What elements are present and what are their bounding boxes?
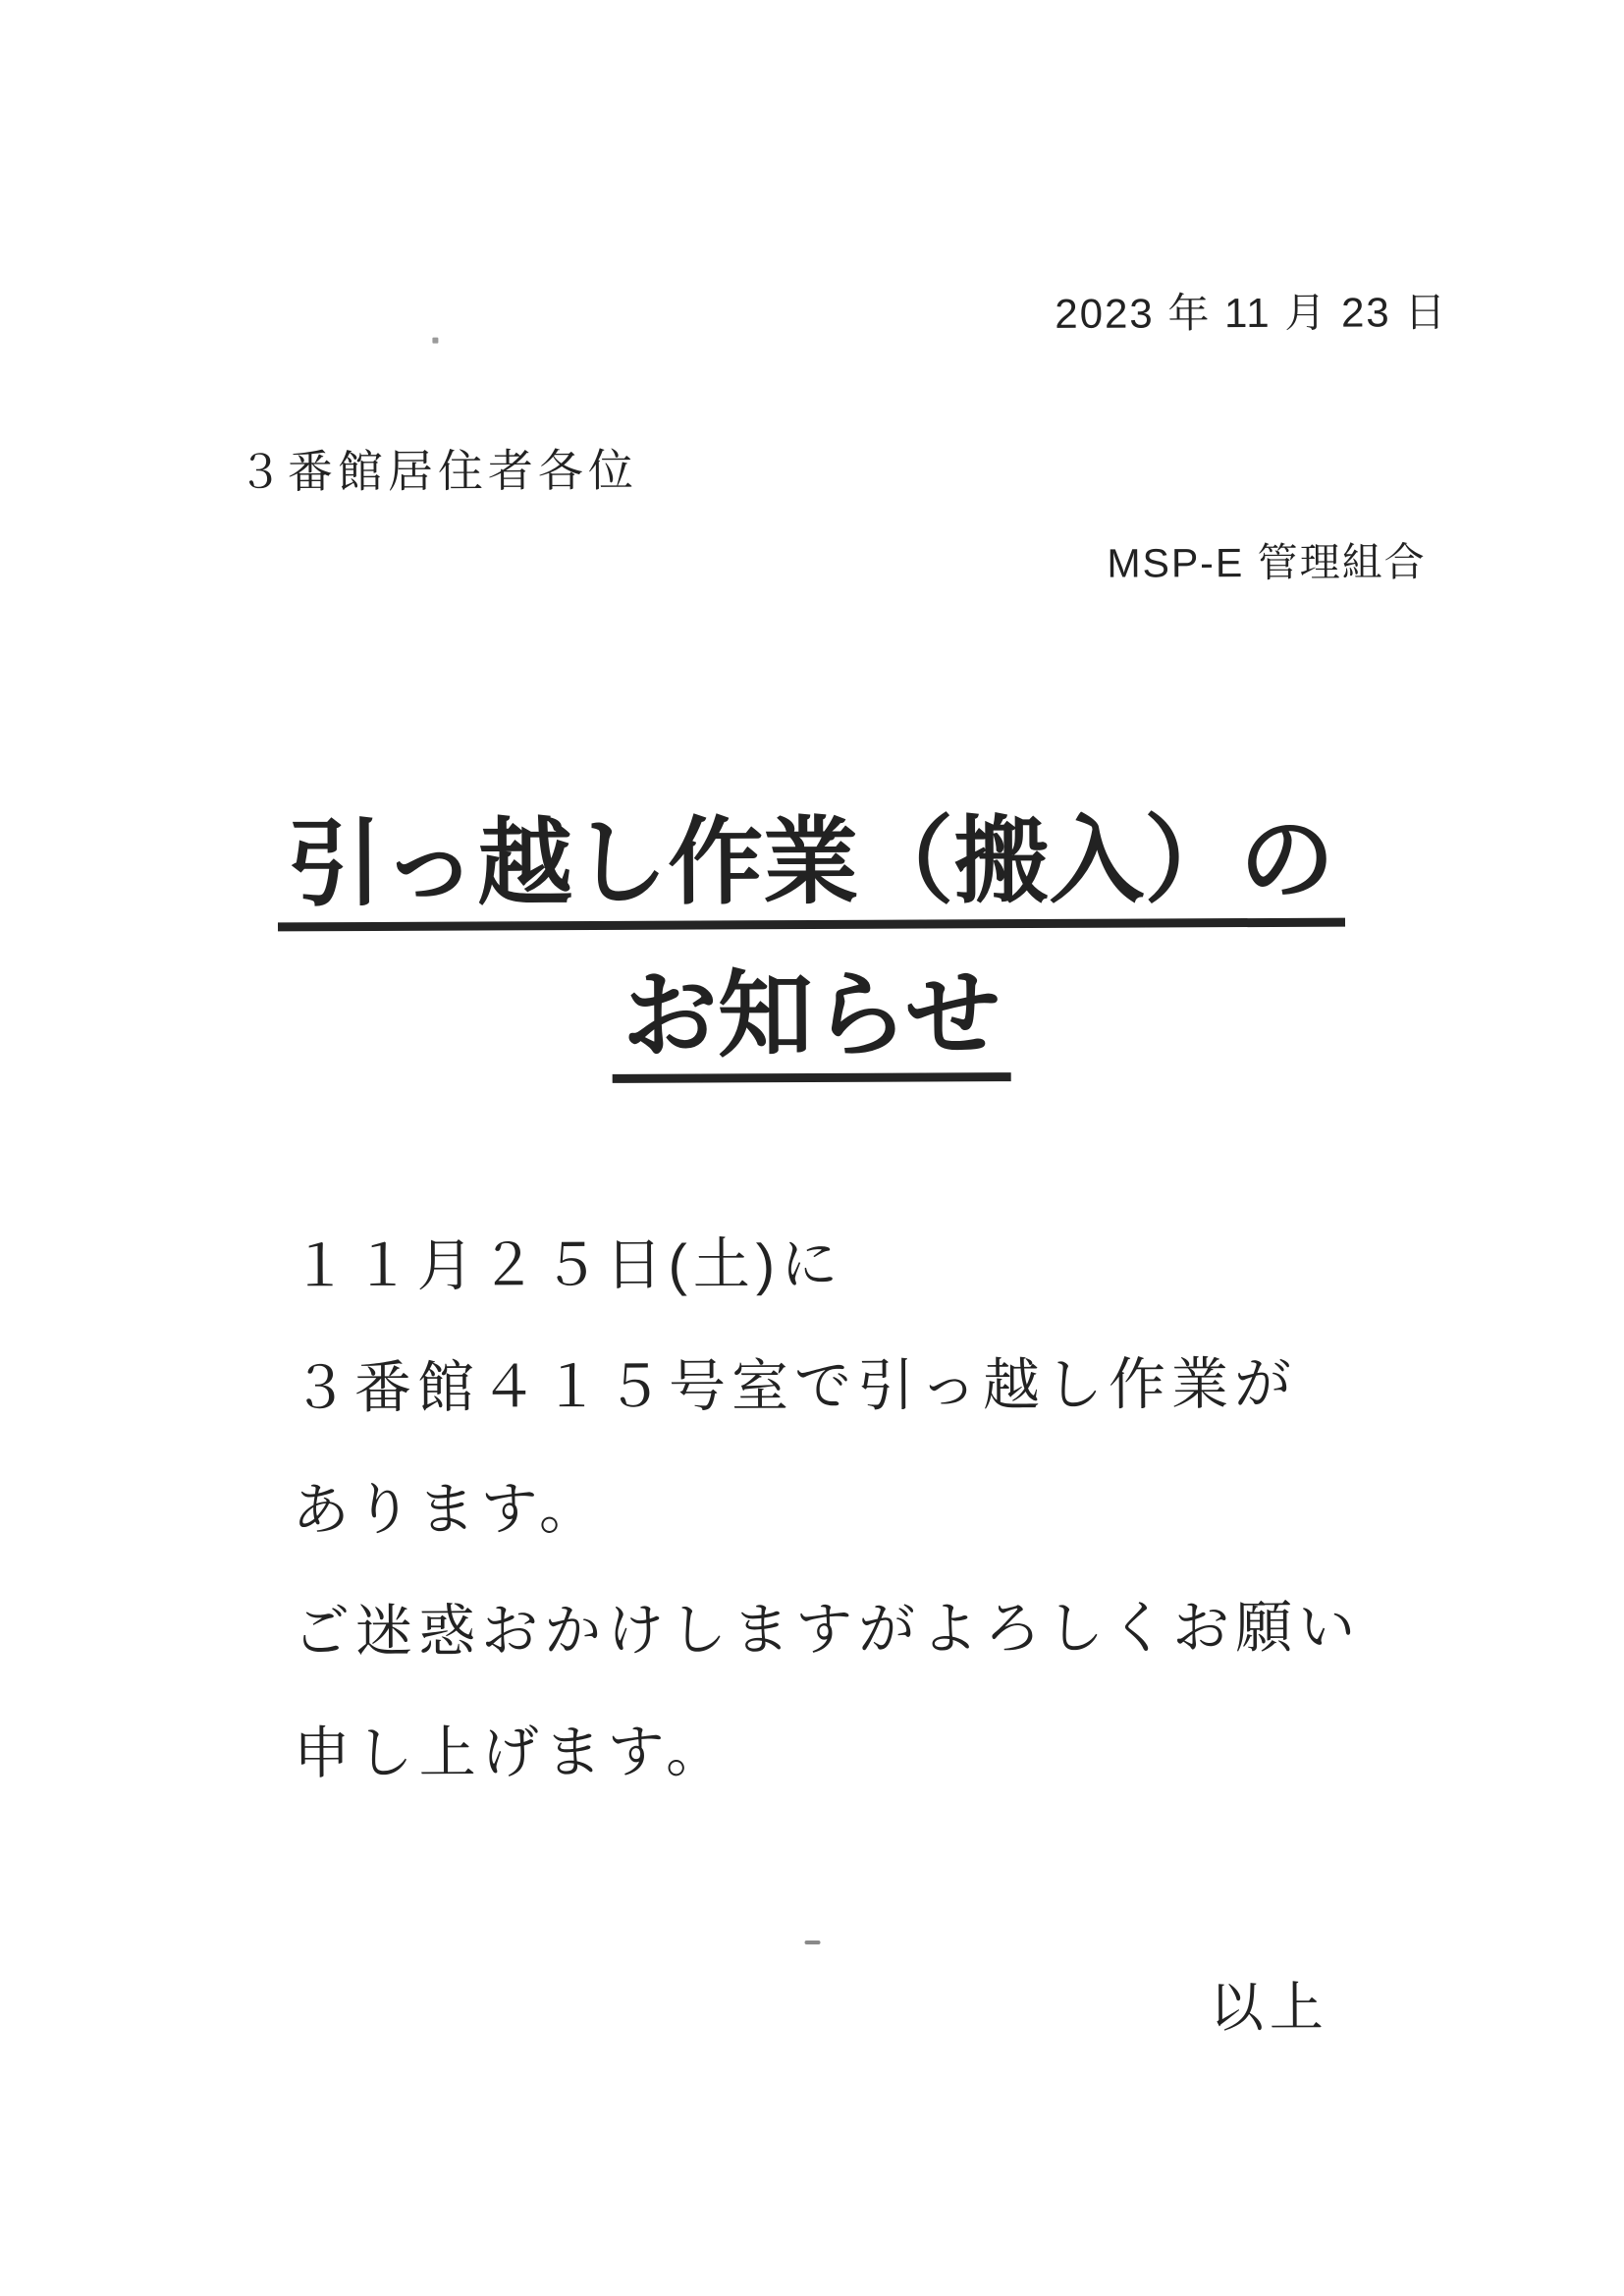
notice-title-line-1 bbox=[0, 807, 1623, 932]
body-paragraph bbox=[291, 1202, 1362, 1816]
body-line: １１月２５日(土)に bbox=[291, 1231, 844, 1299]
title-text-line-1: 引っ越し作業（搬入）の bbox=[277, 809, 1345, 931]
addressee-line: ３番館居住者各位 bbox=[237, 444, 639, 498]
date-line: 2023 年 11 月 23 日 bbox=[1055, 289, 1448, 337]
body-line: あります。 bbox=[292, 1476, 603, 1543]
body-line: 申し上げます。 bbox=[293, 1720, 730, 1786]
body-line: ３番館４１５号室で引っ越し作業が bbox=[291, 1351, 1298, 1421]
issuer-line: MSP-E 管理組合 bbox=[1107, 539, 1427, 586]
closing-line: 以上 bbox=[1209, 1976, 1329, 2039]
scan-speck bbox=[432, 338, 438, 344]
body-line: ご迷惑おかけしますがよろしくお願い bbox=[293, 1595, 1362, 1665]
notice-title-line-2 bbox=[0, 960, 1624, 1085]
scan-speck bbox=[805, 1941, 821, 1944]
title-text-line-2: お知らせ bbox=[613, 963, 1011, 1083]
